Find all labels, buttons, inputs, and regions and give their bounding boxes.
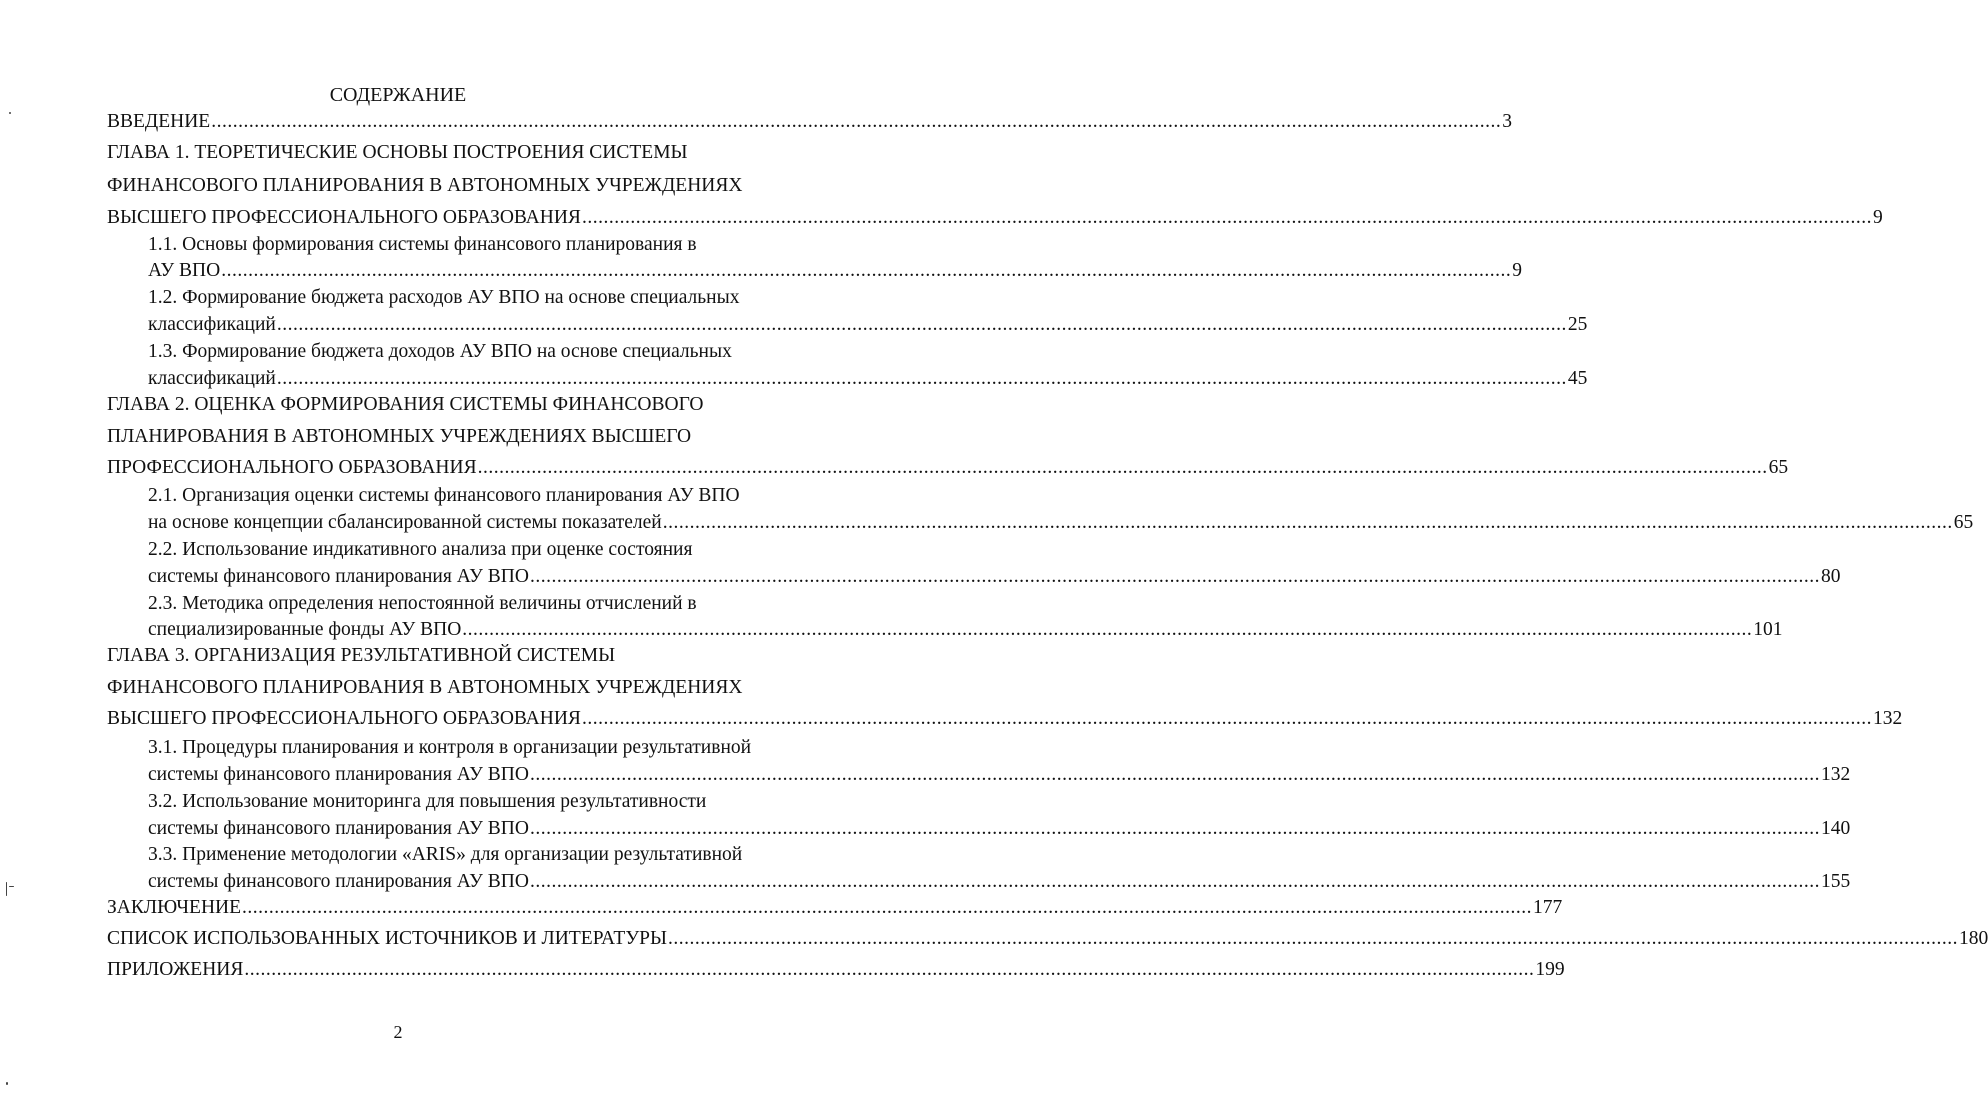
toc-page-number: 155 <box>1820 871 1851 892</box>
toc-section-2-2-line-2[interactable] <box>148 564 1841 590</box>
toc-entry-text: ГЛАВА 1. ТЕОРЕТИЧЕСКИЕ ОСНОВЫ ПОСТРОЕНИЯ СИСТЕМЫ <box>107 142 688 163</box>
toc-chapter-3-line-1[interactable] <box>107 643 724 669</box>
toc-entry-text: ФИНАНСОВОГО ПЛАНИРОВАНИЯ В АВТОНОМНЫХ УЧРЕЖДЕНИЯХ <box>107 175 743 196</box>
page-number: 2 <box>393 1022 403 1042</box>
toc-entry-text: классификаций <box>148 314 276 335</box>
toc-entry-conclusion[interactable] <box>107 895 1563 921</box>
toc-entry-sources[interactable] <box>107 926 1988 952</box>
toc-entry-text: ВЫСШЕГО ПРОФЕССИОНАЛЬНОГО ОБРАЗОВАНИЯ <box>107 207 581 228</box>
toc-section-3-1-line-2[interactable] <box>148 762 1851 788</box>
toc-entry-text: 3.1. Процедуры планирования и контроля в организации результативной <box>148 737 752 758</box>
toc-entry-introduction[interactable] <box>107 109 1512 135</box>
toc-page-number: 177 <box>1533 897 1563 918</box>
toc-entry-text: системы финансового планирования АУ ВПО <box>148 871 529 892</box>
toc-page-number: 65 <box>1953 512 1974 533</box>
toc-page-number: 199 <box>1535 959 1565 980</box>
toc-entry-text: СПИСОК ИСПОЛЬЗОВАННЫХ ИСТОЧНИКОВ И ЛИТЕРАТУРЫ <box>107 928 667 949</box>
toc-entry-text: ПРИЛОЖЕНИЯ <box>107 959 244 980</box>
toc-entry-appendices[interactable] <box>107 957 1565 983</box>
toc-page-number: 65 <box>1768 457 1789 478</box>
toc-entry-text: ГЛАВА 2. ОЦЕНКА ФОРМИРОВАНИЯ СИСТЕМЫ ФИНАНСОВОГО <box>107 394 704 415</box>
toc-entry-text: 2.2. Использование индикативного анализа при оценке состояния <box>148 539 693 560</box>
toc-entry-text: ЗАКЛЮЧЕНИЕ <box>107 897 242 918</box>
dot-leader <box>242 895 1532 921</box>
toc-entry-text: специализированные фонды АУ ВПО <box>148 619 462 640</box>
toc-page-number: 25 <box>1567 314 1588 335</box>
toc-chapter-3-line-3[interactable] <box>107 706 1903 732</box>
toc-chapter-3-line-2[interactable] <box>107 675 743 701</box>
toc-entry-text: 2.3. Методика определения непостоянной величины отчислений в <box>148 593 697 614</box>
toc-entry-text: 3.3. Применение методологии «ARIS» для организации результативной <box>148 844 743 865</box>
toc-page-number: 180 <box>1958 928 1988 949</box>
toc-section-1-2-line-1[interactable] <box>148 285 740 311</box>
toc-entry-text: 3.2. Использование мониторинга для повышения результативности <box>148 791 707 812</box>
dot-leader <box>663 510 1953 536</box>
dot-leader <box>530 762 1820 788</box>
dot-leader <box>277 366 1567 392</box>
toc-entry-text: системы финансового планирования АУ ВПО <box>148 818 529 839</box>
toc-page-number: 45 <box>1567 368 1588 389</box>
dot-leader <box>211 109 1501 135</box>
scan-speck <box>6 1082 8 1085</box>
toc-section-3-2-line-1[interactable] <box>148 789 724 815</box>
toc-page-number: 9 <box>1512 260 1522 281</box>
dot-leader <box>530 869 1820 895</box>
dot-leader <box>277 312 1567 338</box>
dot-leader <box>244 957 1534 983</box>
toc-section-1-1-line-1[interactable] <box>148 232 724 258</box>
toc-chapter-1-line-2[interactable] <box>107 173 743 199</box>
dot-leader <box>668 926 1958 952</box>
toc-entry-text: ПЛАНИРОВАНИЯ В АВТОНОМНЫХ УЧРЕЖДЕНИЯХ ВЫСШЕГО <box>107 426 692 447</box>
dot-leader <box>221 258 1511 284</box>
toc-chapter-2-line-2[interactable] <box>107 424 724 450</box>
scan-speck <box>9 886 14 887</box>
dot-leader <box>530 564 1820 590</box>
toc-section-2-3-line-2[interactable] <box>148 617 1783 643</box>
dot-leader <box>530 816 1820 842</box>
toc-page-number: 101 <box>1753 619 1783 640</box>
toc-page-number: 132 <box>1820 764 1851 785</box>
toc-section-2-1-line-2[interactable] <box>148 510 1974 536</box>
dot-leader <box>582 205 1872 231</box>
toc-page-number: 140 <box>1820 818 1851 839</box>
toc-section-1-3-line-2[interactable] <box>148 366 1588 392</box>
toc-entry-text: ПРОФЕССИОНАЛЬНОГО ОБРАЗОВАНИЯ <box>107 457 477 478</box>
toc-section-3-3-line-1[interactable] <box>148 842 743 868</box>
toc-section-2-1-line-1[interactable] <box>148 483 740 509</box>
dot-leader <box>478 455 1768 481</box>
toc-chapter-2-line-1[interactable] <box>107 392 724 418</box>
toc-page-number: 9 <box>1872 207 1883 228</box>
toc-entry-text: системы финансового планирования АУ ВПО <box>148 566 529 587</box>
dot-leader <box>462 617 1752 643</box>
toc-chapter-2-line-3[interactable] <box>107 455 1789 481</box>
toc-entry-text: АУ ВПО <box>148 260 221 281</box>
scan-speck <box>6 882 7 896</box>
toc-entry-text: 1.2. Формирование бюджета расходов АУ ВПО на основе специальных <box>148 287 740 308</box>
toc-section-3-2-line-2[interactable] <box>148 816 1851 842</box>
toc-entry-text: ФИНАНСОВОГО ПЛАНИРОВАНИЯ В АВТОНОМНЫХ УЧРЕЖДЕНИЯХ <box>107 677 743 698</box>
toc-entry-text: 2.1. Организация оценки системы финансового планирования АУ ВПО <box>148 485 740 506</box>
toc-section-3-1-line-1[interactable] <box>148 735 752 761</box>
toc-section-2-2-line-1[interactable] <box>148 537 724 563</box>
toc-chapter-1-line-3[interactable] <box>107 205 1883 231</box>
dot-leader <box>582 706 1872 732</box>
toc-section-1-2-line-2[interactable] <box>148 312 1588 338</box>
toc-entry-text: классификаций <box>148 368 276 389</box>
toc-section-3-3-line-2[interactable] <box>148 869 1851 895</box>
toc-entry-text: на основе концепции сбалансированной системы показателей <box>148 512 662 533</box>
toc-section-1-1-line-2[interactable] <box>148 258 1522 284</box>
toc-page-number: 132 <box>1872 708 1903 729</box>
toc-section-2-3-line-1[interactable] <box>148 591 724 617</box>
page-title: СОДЕРЖАНИЕ <box>329 84 467 106</box>
toc-entry-text: системы финансового планирования АУ ВПО <box>148 764 529 785</box>
toc-entry-text: 1.3. Формирование бюджета доходов АУ ВПО на основе специальных <box>148 341 732 362</box>
toc-entry-text: ГЛАВА 3. ОРГАНИЗАЦИЯ РЕЗУЛЬТАТИВНОЙ СИСТЕМЫ <box>107 645 616 666</box>
scan-speck <box>9 112 11 114</box>
toc-page-number: 3 <box>1502 111 1512 132</box>
toc-entry-text: ВВЕДЕНИЕ <box>107 111 211 132</box>
toc-chapter-1-line-1[interactable] <box>107 140 724 166</box>
toc-entry-text: ВЫСШЕГО ПРОФЕССИОНАЛЬНОГО ОБРАЗОВАНИЯ <box>107 708 581 729</box>
toc-section-1-3-line-1[interactable] <box>148 339 732 365</box>
toc-entry-text: 1.1. Основы формирования системы финансового планирования в <box>148 234 697 255</box>
toc-page-number: 80 <box>1820 566 1841 587</box>
